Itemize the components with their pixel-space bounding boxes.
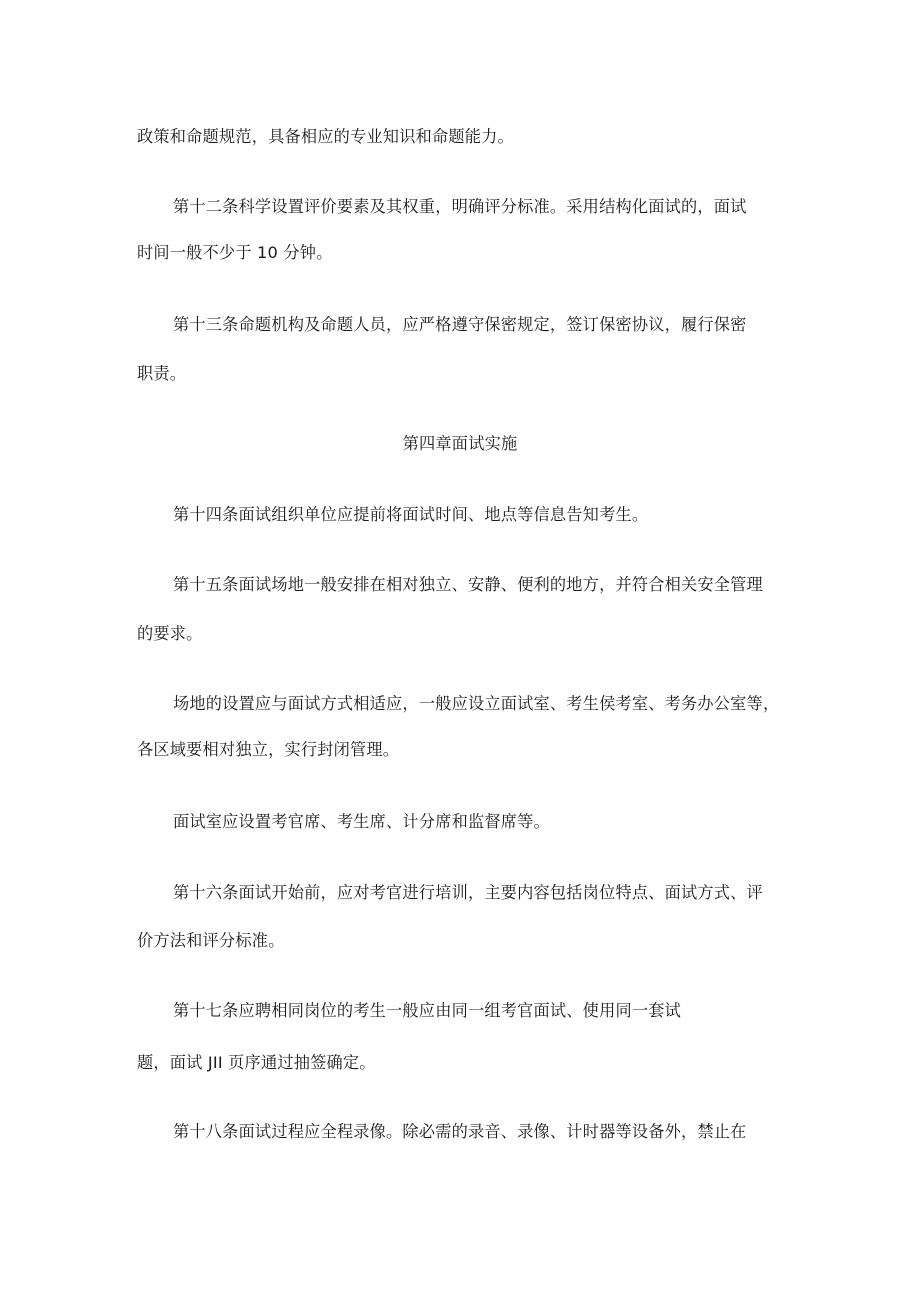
- text-line: 各区域要相对独立，实行封闭管理。: [137, 740, 400, 759]
- text-line: 的要求。: [137, 624, 203, 643]
- chapter-heading: 第四章面试实施: [402, 434, 518, 453]
- article-16-text: 第十六条面试开始前，应对考官进行培训，主要内容包括岗位特点、面试方式、评: [173, 883, 763, 902]
- text-line: 职责。: [137, 364, 187, 383]
- text-line: 政策和命题规范，具备相应的专业知识和命题能力。: [137, 127, 514, 146]
- article-15-text: 第十五条面试场地一般安排在相对独立、安静、便利的地方，并符合相关安全管理: [173, 575, 763, 594]
- text-line: 题，面试 JII 页序通过抽签确定。: [137, 1053, 376, 1072]
- paragraph-text: 场地的设置应与面试方式相适应，一般应设立面试室、考生侯考室、考务办公室等，: [173, 694, 780, 713]
- article-14-text: 第十四条面试组织单位应提前将面试时间、地点等信息告知考生。: [173, 505, 649, 524]
- paragraph-text: 面试室应设置考官席、考生席、计分席和监督席等。: [173, 812, 550, 831]
- article-17-text: 第十七条应聘相同岗位的考生一般应由同一组考官面试、使用同一套试: [173, 1001, 682, 1020]
- article-18-text: 第十八条面试过程应全程录像。除必需的录音、录像、计时器等设备外，禁止在: [173, 1122, 747, 1141]
- text-line: 时间一般不少于 10 分钟。: [137, 243, 333, 262]
- article-12-text: 第十二条科学设置评价要素及其权重，明确评分标准。采用结构化面试的，面试: [173, 197, 747, 216]
- article-13-text: 第十三条命题机构及命题人员，应严格遵守保密规定，签订保密协议，履行保密: [173, 315, 747, 334]
- text-line: 价方法和评分标准。: [137, 931, 285, 950]
